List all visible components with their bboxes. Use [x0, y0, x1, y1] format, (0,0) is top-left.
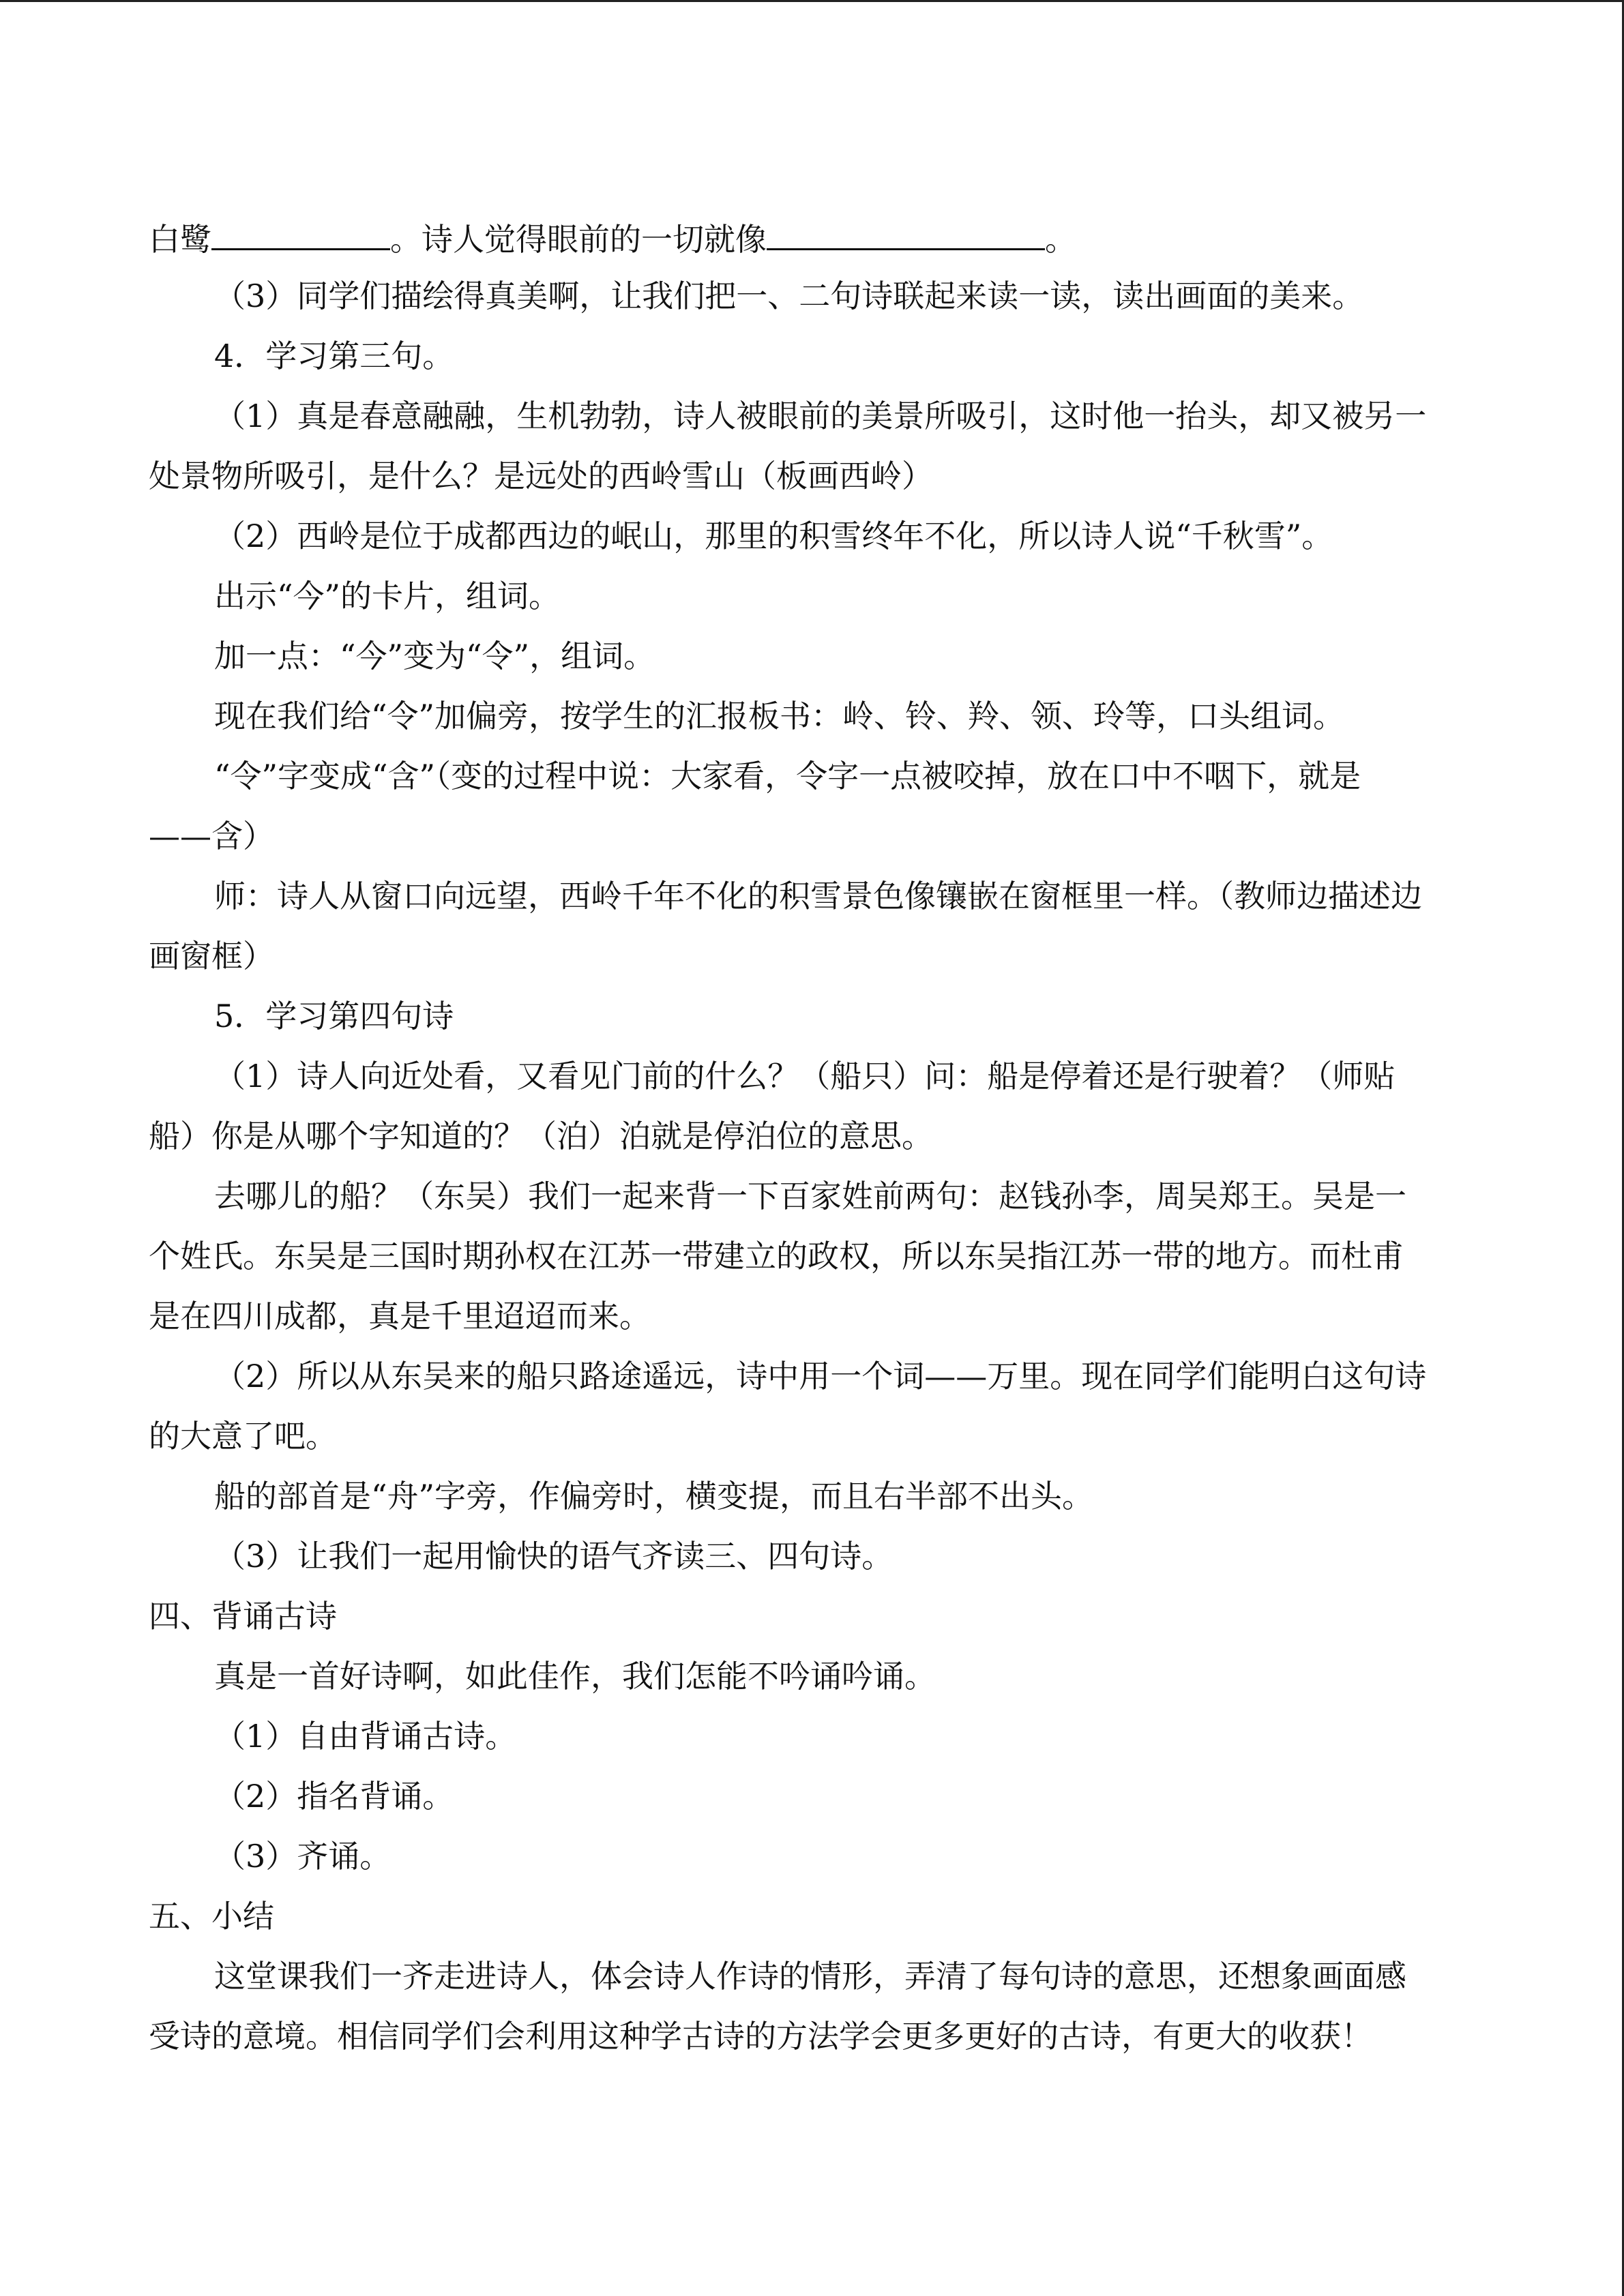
paragraph-line: 船）你是从哪个字知道的？（泊）泊就是停泊位的意思。: [149, 1118, 933, 1154]
paragraph-line: （2）西岭是位于成都西边的岷山，那里的积雪终年不化，所以诗人说“千秋雪”。: [214, 518, 1333, 554]
paragraph-line: 船的部首是“舟”字旁，作偏旁时，横变提，而且右半部不出头。: [214, 1478, 1094, 1515]
paragraph-line: （1）真是春意融融，生机勃勃，诗人被眼前的美景所吸引，这时他一抬头，却又被另一: [214, 398, 1427, 434]
paragraph-line: 现在我们给“令”加偏旁，按学生的汇报板书：岭、铃、羚、领、玲等，口头组词。: [214, 698, 1345, 734]
section-heading: 4．学习第三句。: [214, 338, 454, 374]
text-segment: 。: [1045, 221, 1076, 258]
list-item: （1）自由背诵古诗。: [214, 1718, 517, 1755]
paragraph-line: 的大意了吧。: [149, 1418, 337, 1455]
list-item: （2）指名背诵。: [214, 1778, 454, 1815]
text-segment: 。诗人觉得眼前的一切就像: [390, 221, 767, 258]
list-item: （3）齐诵。: [214, 1838, 392, 1875]
paragraph-line: 个姓氏。东吴是三国时期孙权在江苏一带建立的政权，所以东吴指江苏一带的地方。而杜甫: [149, 1238, 1404, 1274]
fill-blank-1: [211, 215, 390, 250]
paragraph-line: ——含）: [149, 818, 274, 854]
section-heading: 5．学习第四句诗: [214, 998, 454, 1034]
paragraph-line: （2）所以从东吴来的船只路途遥远，诗中用一个词——万里。现在同学们能明白这句诗: [214, 1358, 1427, 1395]
paragraph-line: 去哪儿的船？（东吴）我们一起来背一下百家姓前两句：赵钱孙李，周吴郑王。吴是一: [214, 1178, 1406, 1214]
page-top-border: [0, 0, 1624, 2]
paragraph-line: 处景物所吸引，是什么？是远处的西岭雪山（板画西岭）: [149, 458, 933, 494]
paragraph-line: （3）同学们描绘得真美啊，让我们把一、二句诗联起来读一读，读出画面的美来。: [214, 278, 1364, 314]
section-heading: 五、小结: [149, 1898, 274, 1935]
paragraph-line: 师：诗人从窗口向远望，西岭千年不化的积雪景色像镶嵌在窗框里一样。（教师边描述边: [214, 878, 1422, 914]
paragraph-line: 受诗的意境。相信同学们会利用这种学古诗的方法学会更多更好的古诗，有更大的收获！: [149, 2018, 1372, 2055]
paragraph-line: 真是一首好诗啊，如此佳作，我们怎能不吟诵吟诵。: [214, 1658, 936, 1695]
paragraph-line: “令”字变成“含”（变的过程中说：大家看，令字一点被咬掉，放在口中不咽下，就是: [214, 758, 1361, 794]
paragraph-line: 这堂课我们一齐走进诗人，体会诗人作诗的情形，弄清了每句诗的意思，还想象画面感: [214, 1958, 1406, 1995]
paragraph-line: 出示“今”的卡片，组词。: [214, 578, 561, 614]
fill-blank-2: [767, 215, 1045, 250]
paragraph-line: [149, 215, 1076, 260]
section-heading: 四、背诵古诗: [149, 1598, 337, 1635]
paragraph-line: 是在四川成都，真是千里迢迢而来。: [149, 1298, 651, 1335]
text-segment: 白鹭: [149, 221, 211, 258]
paragraph-line: （1）诗人向近处看，又看见门前的什么？（船只）问：船是停着还是行驶着？（师贴: [214, 1058, 1396, 1094]
paragraph-line: （3）让我们一起用愉快的语气齐读三、四句诗。: [214, 1538, 894, 1575]
paragraph-line: 画窗框）: [149, 938, 274, 974]
paragraph-line: 加一点：“今”变为“令”，组词。: [214, 638, 655, 674]
